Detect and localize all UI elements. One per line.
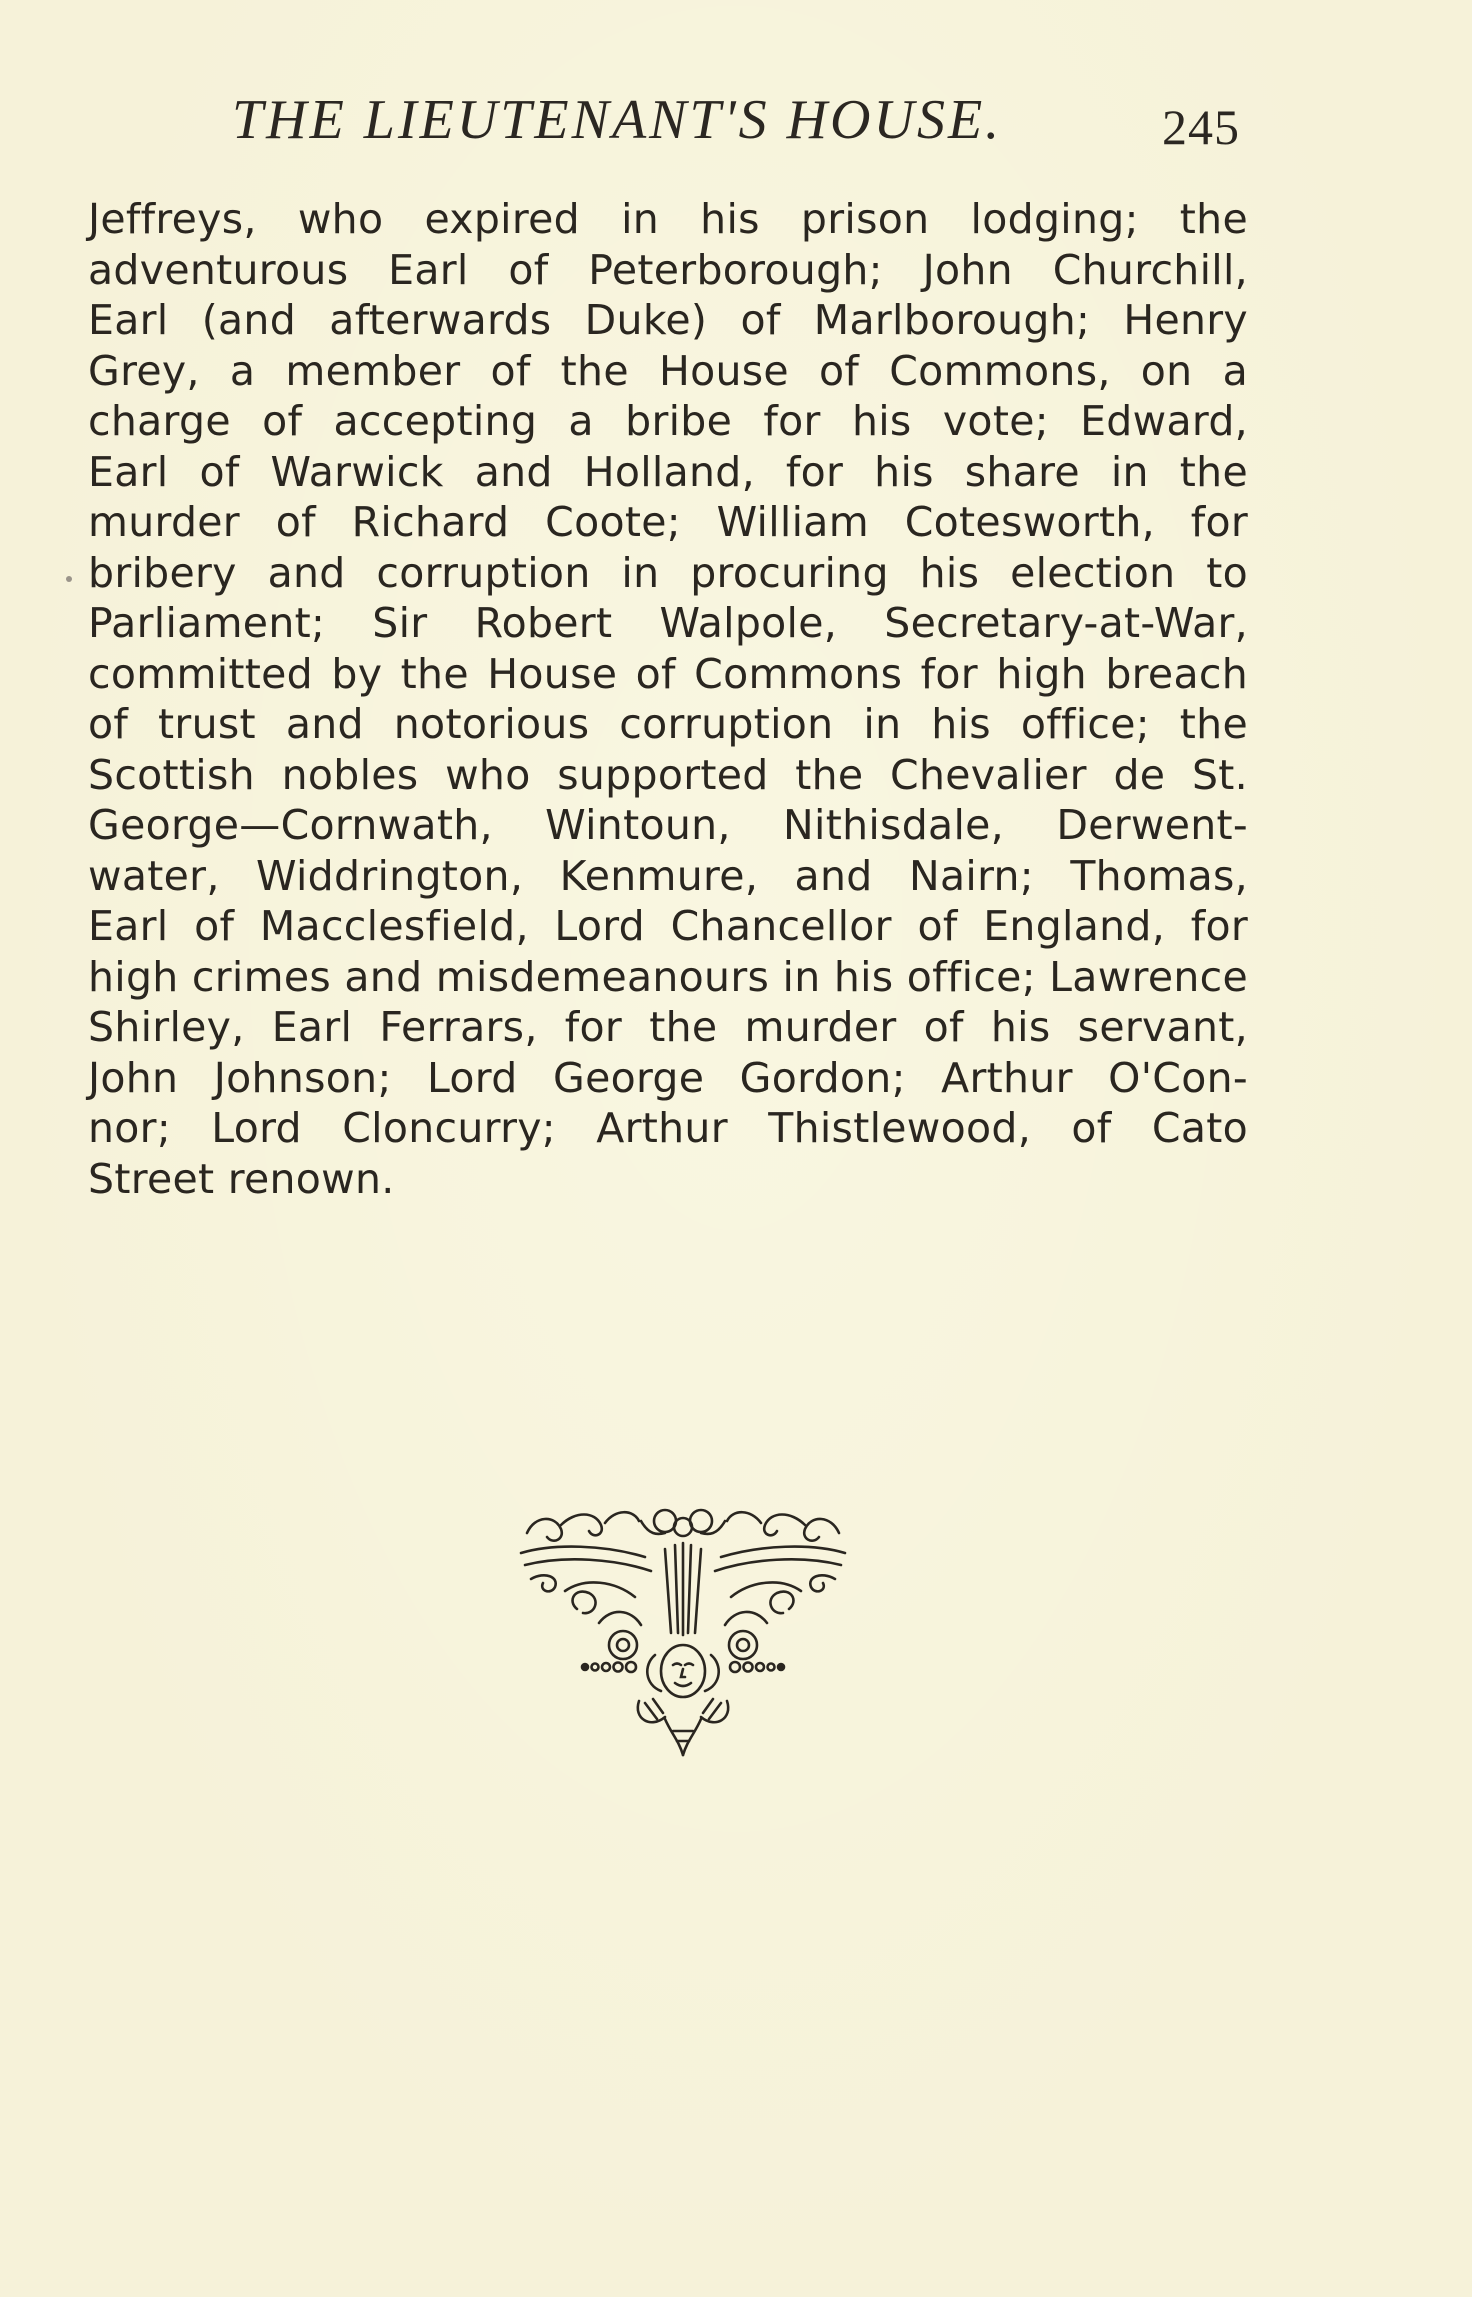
- text-line: bribery and corruption in procuring his election to: [88, 548, 1248, 597]
- running-head: [0, 88, 1472, 158]
- text-line: Shirley, Earl Ferrars, for the murder of his servant,: [88, 1003, 1248, 1051]
- body-text: [88, 194, 1248, 1204]
- text-line: water, Widdrington, Kenmure, and Nairn; Thomas,: [88, 851, 1248, 900]
- text-line: charge of accepting a bribe for his vote; Edward,: [88, 397, 1248, 445]
- page-number: 245: [1162, 99, 1240, 155]
- text-line: adventurous Earl of Peterborough; John Churchill,: [88, 245, 1248, 294]
- text-line: Earl of Macclesfield, Lord Chancellor of England, for: [88, 902, 1248, 950]
- text-line: Earl (and afterwards Duke) of Marlborough; Henry: [88, 296, 1248, 344]
- text-line: Parliament; Sir Robert Walpole, Secretary-at-War,: [88, 599, 1248, 647]
- text-line: high crimes and misdemeanours in his office; Lawrence: [88, 952, 1248, 1001]
- ornamental-tailpiece-icon: [515, 1505, 851, 1761]
- text-line: of trust and notorious corruption in his office; the: [88, 700, 1248, 748]
- text-line: committed by the House of Commons for high breach: [88, 649, 1248, 698]
- text-line: nor; Lord Cloncurry; Arthur Thistlewood, of Cato: [88, 1104, 1248, 1152]
- text-line: George—Cornwath, Wintoun, Nithisdale, Derwent-: [88, 801, 1248, 849]
- text-line: Scottish nobles who supported the Chevalier de St.: [88, 750, 1248, 799]
- text-line: murder of Richard Coote; William Cotesworth, for: [88, 498, 1248, 546]
- text-line: Earl of Warwick and Holland, for his share in the: [88, 447, 1248, 496]
- text-line: Street renown.: [88, 1154, 395, 1203]
- text-line: John Johnson; Lord George Gordon; Arthur O'Con-: [88, 1053, 1248, 1102]
- text-line: Jeffreys, who expired in his prison lodging; the: [88, 195, 1248, 243]
- running-title: THE LIEUTENANT'S HOUSE.: [232, 89, 1003, 151]
- text-line: Grey, a member of the House of Commons, on a: [88, 346, 1248, 395]
- margin-speck: [66, 576, 72, 582]
